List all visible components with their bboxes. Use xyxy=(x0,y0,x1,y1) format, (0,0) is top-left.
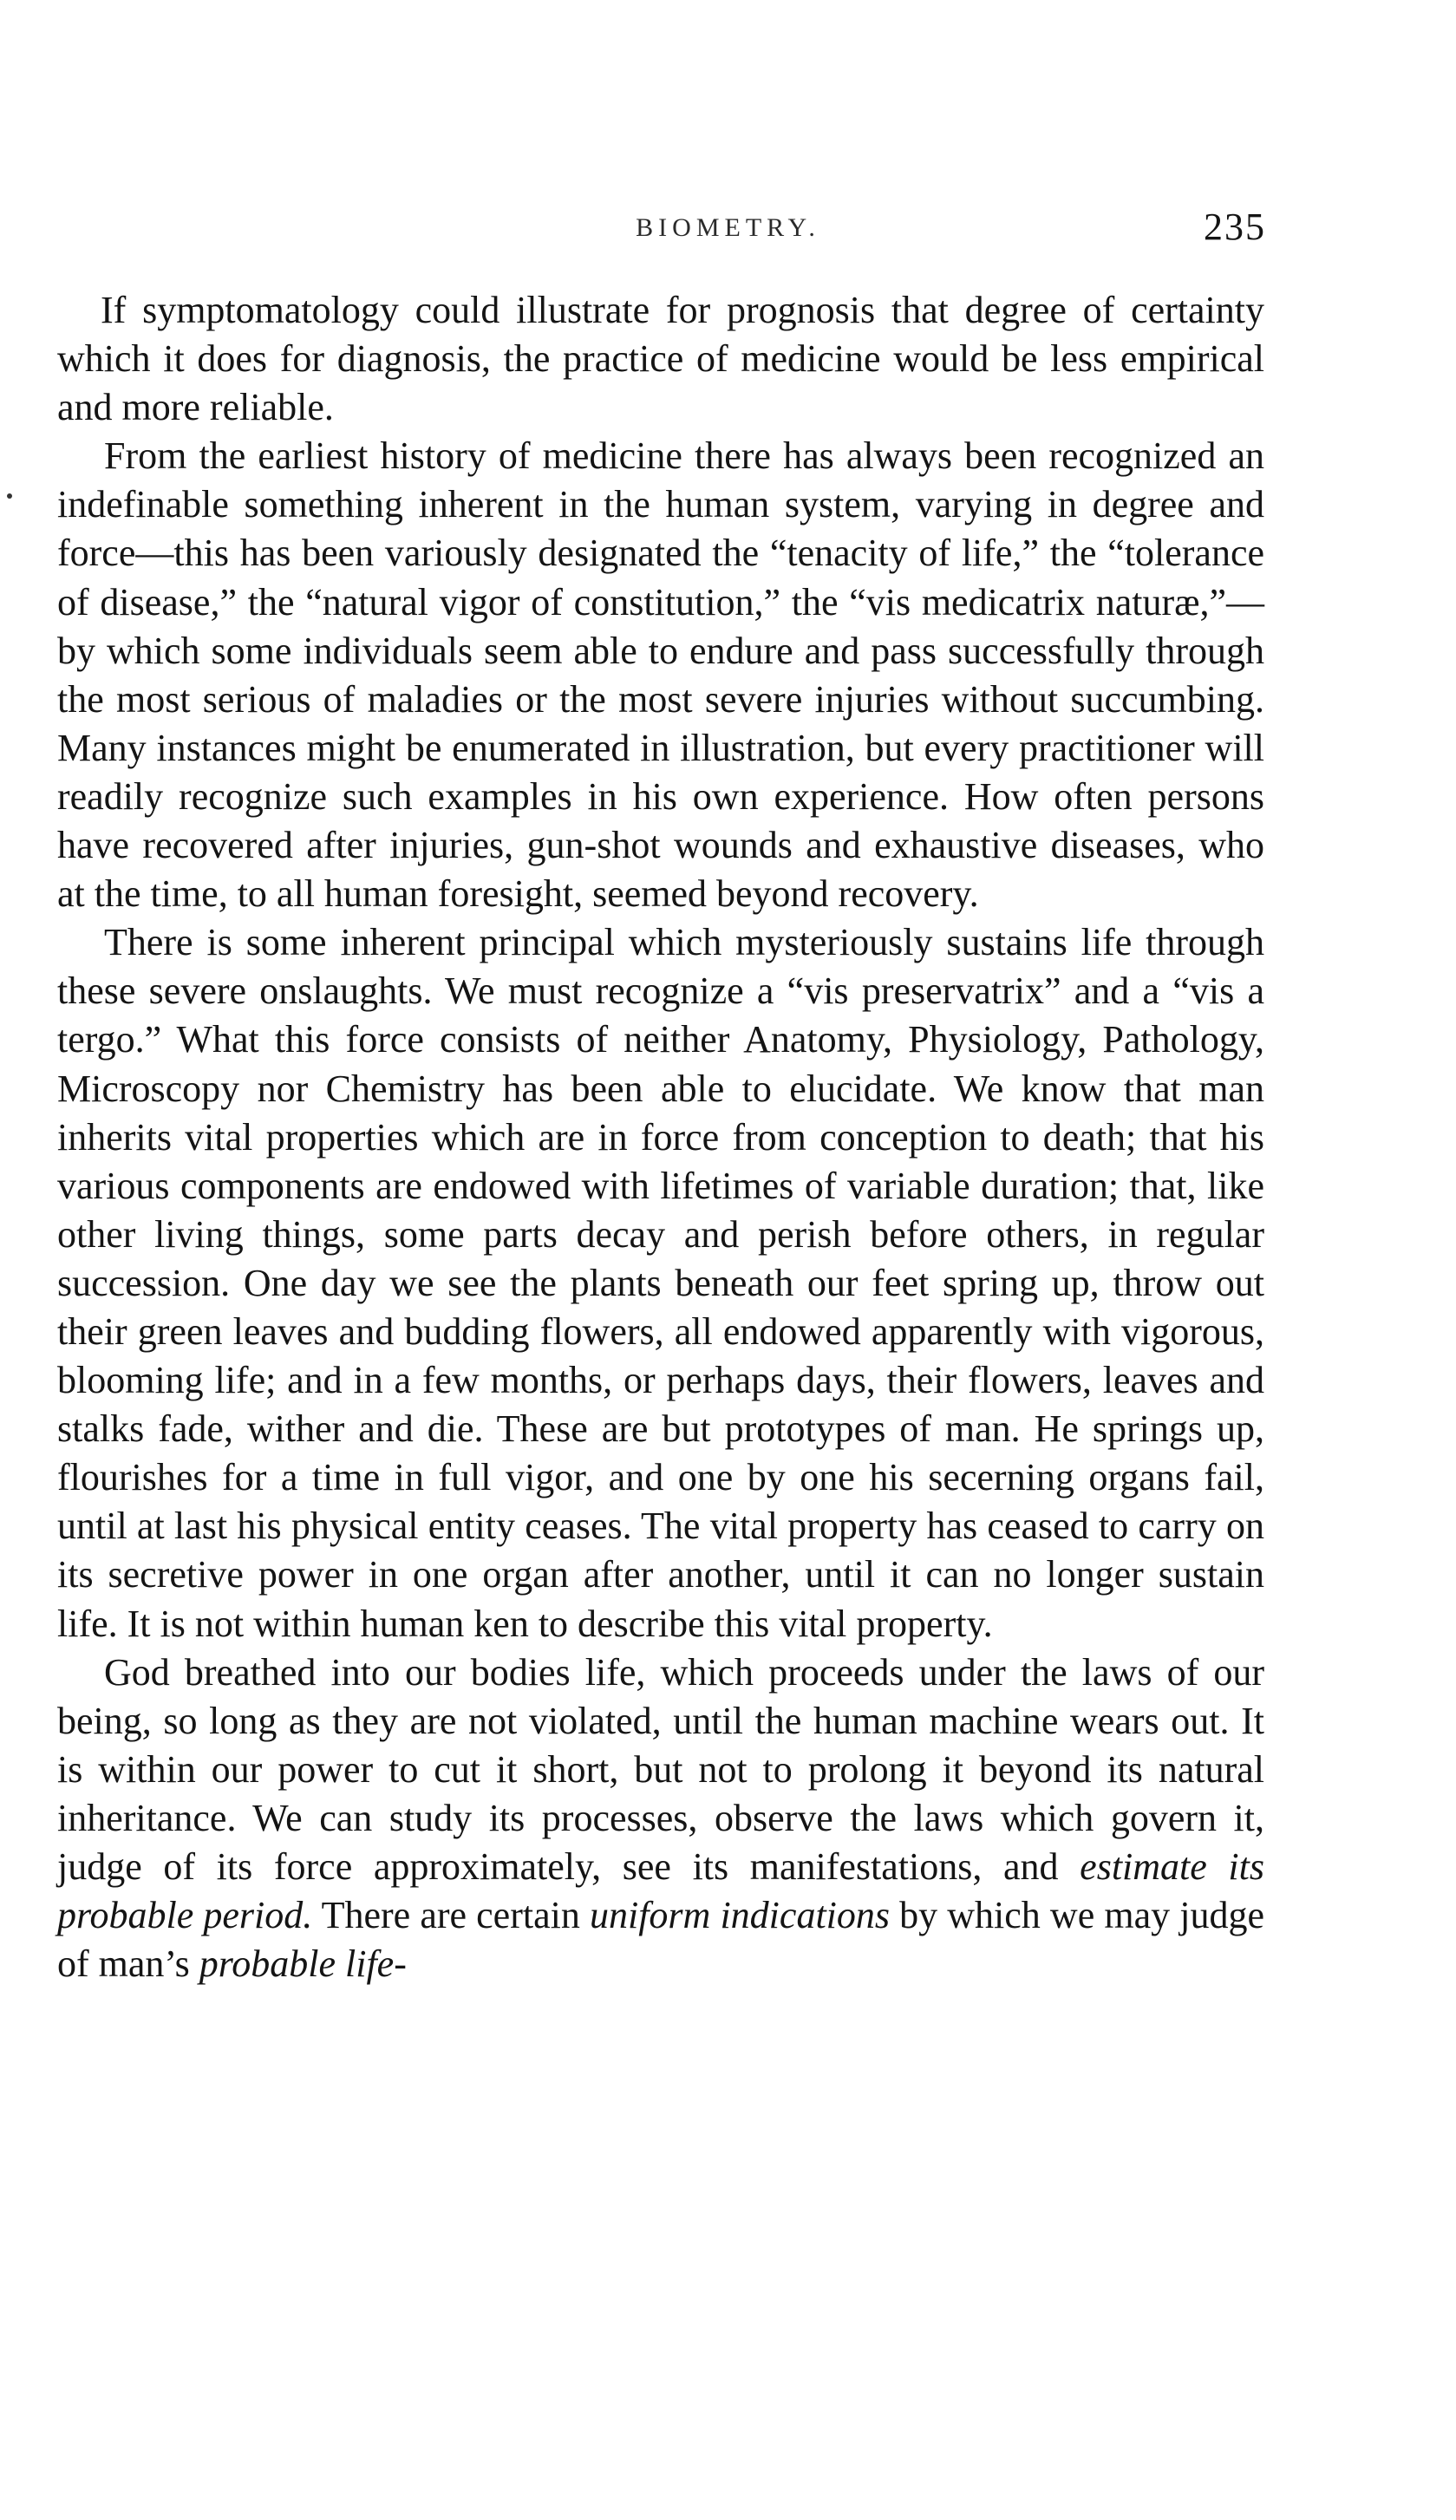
italic-probable-life: probable life- xyxy=(199,1942,407,1986)
paragraph-3: There is some inherent principal which mysteriously sustains life through these severe onslaughts. We must recognize a “vis preservatrix” and a “vis a tergo.” What this force consists of neither Anatomy, Physiology, Pathology, Microscopy nor Chemistry has been able to elucidate. We know that man inherits vital properties which are in force from conception to death; that his various components are endowed with lifetimes of variable duration; that, like other living things, some parts decay and perish before others, in regular succession. One day we see the plants beneath our feet spring up, throw out their green leaves and budding flowers, all endowed apparently with vigorous, blooming life; and in a few months, or perhaps days, their flowers, leaves and stalks fade, wither and die. These are but prototypes of man. He springs up, flourishes for a time in full vigor, and one by one his secerning organs fail, until at last his physical entity ceases. The vital property has ceased to carry on its secretive power in one organ after another, until it can no longer sustain life. It is not within human ken to describe this vital property. xyxy=(57,921,1264,1645)
paragraph-4-text-c: by which we may judge of man’s xyxy=(57,1894,1265,1986)
body-text xyxy=(57,286,1264,1988)
italic-uniform-phrase: uniform indications xyxy=(589,1894,891,1937)
paragraph-4-text-a: God breathed into our bodies life, which proceeds under the laws of our being, so long as they are not violated, until the human machine wears out. It is within our power to cut it short, but not to prolong it beyond its natural inheritance. We can study its processes, observe the laws which govern it, judge of its force approximately, see its manifestations, and xyxy=(57,1650,1264,1888)
italic-estimate-phrase: estimate its probable period. xyxy=(57,1845,1265,1937)
page-number: 235 xyxy=(1204,206,1266,248)
running-title: BIOMETRY. xyxy=(636,213,820,242)
margin-mark xyxy=(7,493,12,499)
paragraph-1: If symptomatology could illustrate for prognosis that degree of certainty which it does for diagnosis, the practice of medicine would be less empirical and more reliable. xyxy=(57,289,1264,429)
paragraph-4 xyxy=(57,1648,1264,1989)
paragraph-2: From the earliest history of medicine there has always been recognized an indefinable something inherent in the human system, varying in degree and force—this has been variously designated the “tenacity of life,” the “tolerance of disease,” the “natural vigor of constitution,” the “vis medicatrix naturæ,”—by which some individuals seem able to endure and pass successfully through the most serious of maladies or the most severe injuries without succumbing. Many instances might be enumerated in illustration, but every practitioner will readily recognize such examples in his own experience. How often persons have recovered after injuries, gun-shot wounds and exhaustive diseases, who at the time, to all human foresight, seemed beyond recovery. xyxy=(57,434,1264,916)
paragraph-4-text-b: There are certain xyxy=(312,1894,590,1937)
running-head xyxy=(0,205,1456,257)
